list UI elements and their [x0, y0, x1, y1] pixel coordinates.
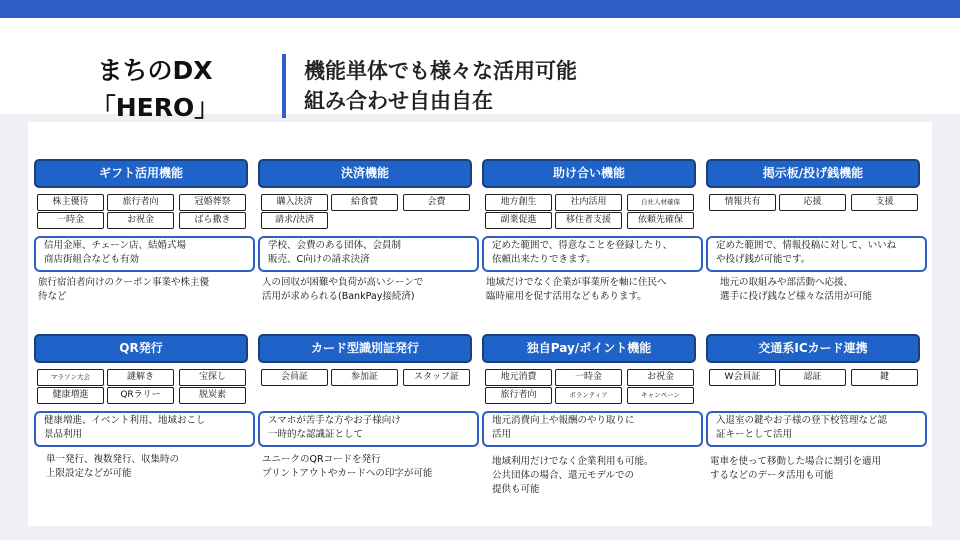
card-description: [706, 236, 927, 272]
card-note: [486, 276, 692, 304]
note-line: するなどのデータ活用も可能: [710, 470, 834, 481]
tag: 旅行者向: [107, 194, 174, 211]
description-line: や投げ銭が可能です。: [716, 254, 811, 265]
tag: 旅行者向: [485, 387, 552, 404]
tag: W会員証: [709, 369, 776, 386]
note-line: 地域利用だけでなく企業利用も可能。: [492, 456, 654, 467]
description-line: 依頼出来たりできます。: [492, 254, 596, 265]
brand-line-1: まちのDX: [97, 56, 213, 85]
tag: 株主優待: [37, 194, 104, 211]
tag: お祝金: [107, 212, 174, 229]
card-title: カード型識別証発行: [258, 334, 472, 363]
note-line: 人の回収が困難や負荷が高いシーンで: [262, 277, 424, 288]
card-note: [710, 455, 916, 483]
tag: 謎解き: [107, 369, 174, 386]
description-line: 信用金庫、チェーン店、結婚式場: [44, 240, 187, 251]
tag: 移住者支援: [555, 212, 622, 229]
card-note: [720, 276, 926, 304]
tag: 依頼先確保: [627, 212, 694, 229]
tag: 支援: [851, 194, 918, 211]
top-accent-bar: [0, 0, 960, 18]
slide-header: [0, 18, 960, 122]
tag: お祝金: [627, 369, 694, 386]
card-description: [258, 411, 479, 447]
tag: 地元消費: [485, 369, 552, 386]
card-description: [258, 236, 479, 272]
tag: 給食費: [331, 194, 398, 211]
note-line: 旅行宿泊者向けのクーポン事業や株主優: [38, 277, 210, 288]
note-line: 公共団体の場合、還元モデルでの: [492, 470, 635, 481]
tag: マラソン大会: [37, 369, 104, 386]
tag: 購入決済: [261, 194, 328, 211]
description-line: 地元消費向上や報酬のやり取りに: [492, 415, 635, 426]
note-line: 活用が求められる(BankPay接続済): [262, 291, 415, 302]
brand-line-2: 「HERO」: [90, 93, 220, 122]
tag: 宝探し: [179, 369, 246, 386]
card-title: 掲示板/投げ銭機能: [706, 159, 920, 188]
description-line: 学校、会費のある団体、会員制: [268, 240, 402, 251]
tag: 一時金: [555, 369, 622, 386]
card-title: 独自Pay/ポイント機能: [482, 334, 696, 363]
note-line: プリントアウトやカードへの印字が可能: [262, 468, 433, 479]
tag: キャンペーン: [627, 387, 694, 404]
tag: 脱炭素: [179, 387, 246, 404]
card-note: [46, 453, 252, 481]
tag: 会員証: [261, 369, 328, 386]
tag: 社内活用: [555, 194, 622, 211]
note-line: 待など: [38, 291, 67, 302]
tag: 参加証: [331, 369, 398, 386]
note-line: 臨時雇用を促す活用などもあります。: [486, 291, 647, 302]
tag: 地方創生: [485, 194, 552, 211]
note-line: 提供も可能: [492, 484, 540, 495]
headline-line-2: 組み合わせ自由自在: [304, 89, 493, 113]
tag: 応援: [779, 194, 846, 211]
card-description: [706, 411, 927, 447]
tag: 自社人材確保: [627, 194, 694, 211]
card-title: ギフト活用機能: [34, 159, 248, 188]
tag: 認証: [779, 369, 846, 386]
card-title: 交通系ICカード連携: [706, 334, 920, 363]
tag: 冠婚葬祭: [179, 194, 246, 211]
description-line: スマホが苦手な方やお子様向け: [268, 415, 401, 426]
card-note: [492, 455, 698, 497]
tag: 副業促進: [485, 212, 552, 229]
headline-accent-bar: [282, 54, 286, 118]
description-line: 販売、C向けの請求決済: [268, 254, 370, 265]
description-line: 定めた範囲で、得意なことを登録したり、: [492, 240, 673, 251]
description-line: 商店街組合なども有効: [44, 254, 140, 265]
tag: ボランティア: [555, 387, 622, 404]
description-line: 活用: [492, 429, 512, 440]
headline-line-1: 機能単体でも様々な活用可能: [304, 59, 577, 83]
card-title: 助け合い機能: [482, 159, 696, 188]
tag: 請求/決済: [261, 212, 328, 229]
brand-title: [75, 52, 235, 126]
description-line: 景品利用: [44, 429, 83, 440]
description-line: 証キーとして活用: [716, 429, 793, 440]
tag: QRラリー: [107, 387, 174, 404]
tag: 情報共有: [709, 194, 776, 211]
tag: 健康増進: [37, 387, 104, 404]
tag: 会費: [403, 194, 470, 211]
headline: [304, 56, 577, 116]
card-title: 決済機能: [258, 159, 472, 188]
description-line: 入退室の鍵やお子様の登下校管理など認: [716, 415, 888, 426]
card-description: [482, 236, 703, 272]
note-line: 地域だけでなく企業が事業所を軸に住民へ: [486, 277, 667, 288]
note-line: ユニークのQRコードを発行: [262, 454, 381, 465]
note-line: 上限設定などが可能: [46, 468, 132, 479]
description-line: 健康増進、イベント利用、地域おこし: [44, 415, 206, 426]
tag: 一時金: [37, 212, 104, 229]
tag: スタッフ証: [403, 369, 470, 386]
card-description: [482, 411, 703, 447]
note-line: 選手に投げ銭など様々な活用が可能: [720, 291, 873, 302]
description-line: 一時的な認識証として: [268, 429, 364, 440]
card-note: [38, 276, 244, 304]
tag: ばら撒き: [179, 212, 246, 229]
card-description: [34, 236, 255, 272]
description-line: 定めた範囲で、情報投稿に対して、いいね: [716, 240, 897, 251]
note-line: 単一発行、複数発行、収集時の: [46, 454, 180, 465]
card-description: [34, 411, 255, 447]
note-line: 地元の取組みや部活動へ応援、: [720, 277, 854, 288]
tag: 鍵: [851, 369, 918, 386]
note-line: 電車を使って移動した場合に割引を適用: [710, 456, 882, 467]
card-note: [262, 453, 468, 481]
card-note: [262, 276, 468, 304]
card-title: QR発行: [34, 334, 248, 363]
